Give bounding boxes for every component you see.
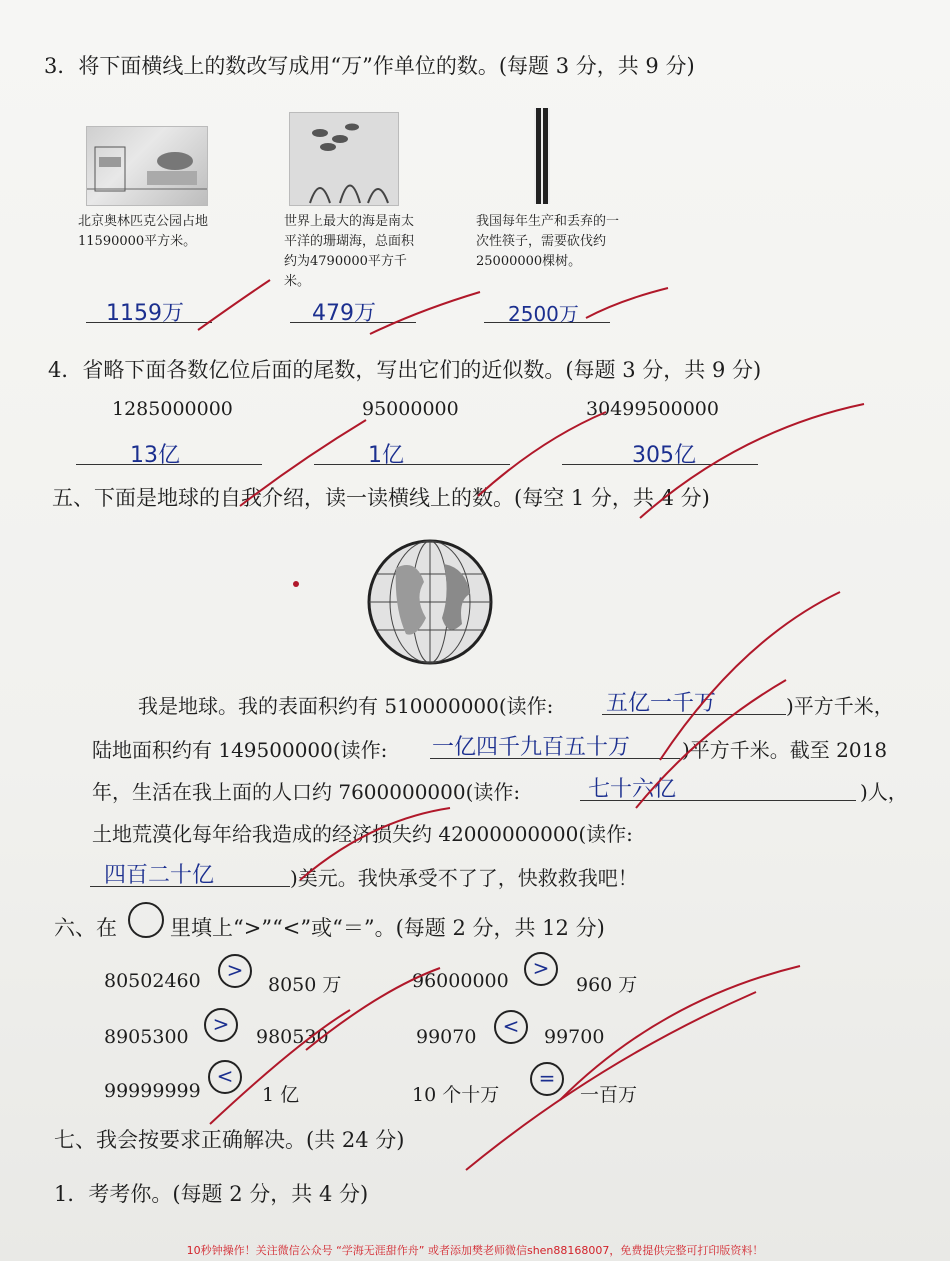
s5-line4: 土地荒漠化每年给我造成的经济损失约 42000000000(读作: <box>92 822 633 846</box>
s5-line3-prefix: 年，生活在我上面的人口约 7600000000(读作: <box>92 780 521 804</box>
q3-answer-3[interactable]: 2500万 <box>508 302 579 326</box>
cmp-1-right: 8050 万 <box>268 974 342 996</box>
cmp-4-circle[interactable]: < <box>494 1010 528 1044</box>
check-mark <box>636 680 786 808</box>
cmp-6-right: 一百万 <box>580 1084 638 1106</box>
cmp-3-left: 8905300 <box>104 1026 189 1048</box>
cmp-2-right: 960 万 <box>576 974 638 996</box>
cmp-5-circle[interactable]: < <box>208 1060 242 1094</box>
s5-line2-prefix: 陆地面积约有 149500000(读作: <box>92 738 388 762</box>
s5-line1-suffix: )平方千米， <box>786 694 894 718</box>
cmp-5-left: 99999999 <box>104 1080 201 1102</box>
s7-sub1: 1．考考你。(每题 2 分，共 4 分) <box>54 1182 369 1206</box>
q4-number-3: 30499500000 <box>586 398 719 420</box>
check-mark <box>478 412 606 496</box>
q3-title: 3．将下面横线上的数改写成用“万”作单位的数。(每题 3 分，共 9 分) <box>44 54 695 78</box>
check-mark <box>560 966 800 1100</box>
cmp-6-left: 10 个十万 <box>412 1084 500 1106</box>
check-mark <box>640 404 864 518</box>
s5-answer-3[interactable]: 七十六亿 <box>588 777 677 802</box>
q3-answer-2[interactable]: 479万 <box>312 301 376 326</box>
s5-line2-suffix: )平方千米。截至 2018 <box>682 738 888 762</box>
q3-answer-1[interactable]: 1159万 <box>106 301 184 326</box>
footer-note: 10秒钟操作！关注微信公众号 “学海无涯甜作舟” 或者添加樊老师微信shen88168007，免费提供完整可打印版资料！ <box>186 1244 764 1257</box>
cmp-6-circle[interactable]: = <box>530 1062 564 1096</box>
q4-number-2: 95000000 <box>362 398 459 420</box>
check-mark <box>198 280 270 330</box>
s6-title-end: 里填上“>”“<”或“＝”。(每题 2 分，共 12 分) <box>170 916 605 940</box>
check-mark <box>210 1010 350 1124</box>
cmp-2-circle[interactable]: > <box>524 952 558 986</box>
cmp-1-circle[interactable]: > <box>218 954 252 988</box>
cmp-1-left: 80502460 <box>104 970 201 992</box>
s5-line5-suffix: )美元。我快承受不了了，快救救我吧！ <box>290 866 638 890</box>
q3-caption-1: 北京奥林匹克公园占地11590000平方米。 <box>78 214 209 249</box>
s6-title-start: 六、在 <box>54 916 117 940</box>
cmp-4-left: 99070 <box>416 1026 477 1048</box>
s5-line3-suffix: )人， <box>860 780 908 804</box>
cmp-3-right: 980530 <box>256 1026 329 1048</box>
check-mark <box>300 808 450 880</box>
cmp-3-circle[interactable]: > <box>204 1008 238 1042</box>
q4-number-1: 1285000000 <box>112 398 233 420</box>
check-mark <box>306 968 440 1050</box>
check-mark <box>240 420 366 506</box>
check-mark <box>466 992 756 1170</box>
q4-answer-3[interactable]: 305亿 <box>632 443 696 468</box>
q4-answer-2[interactable]: 1亿 <box>368 443 404 468</box>
check-mark <box>586 288 668 318</box>
cmp-4-right: 99700 <box>544 1026 605 1048</box>
s5-answer-4[interactable]: 四百二十亿 <box>104 863 215 888</box>
q4-title: 4．省略下面各数亿位后面的尾数，写出它们的近似数。(每题 3 分，共 9 分) <box>48 358 762 382</box>
cmp-5-right: 1 亿 <box>262 1084 300 1106</box>
q3-caption-2: 世界上最大的海是南太平洋的珊瑚海，总面积约为4790000平方千米。 <box>284 214 415 289</box>
q4-answer-1[interactable]: 13亿 <box>130 443 180 468</box>
red-dot <box>293 581 299 587</box>
s5-line1-prefix: 我是地球。我的表面积约有 510000000(读作: <box>138 694 554 718</box>
q3-caption-3: 我国每年生产和丢弃的一次性筷子，需要砍伐约25000000棵树。 <box>476 214 620 269</box>
check-mark <box>660 592 840 760</box>
s5-title: 五、下面是地球的自我介绍，读一读横线上的数。(每空 1 分，共 4 分) <box>52 486 710 510</box>
cmp-2-left: 96000000 <box>412 970 509 992</box>
s5-answer-2[interactable]: 一亿四千九百五十万 <box>432 735 631 760</box>
s5-answer-1[interactable]: 五亿一千万 <box>606 691 717 716</box>
s7-title: 七、我会按要求正确解决。(共 24 分) <box>54 1128 405 1152</box>
check-mark <box>370 292 480 334</box>
